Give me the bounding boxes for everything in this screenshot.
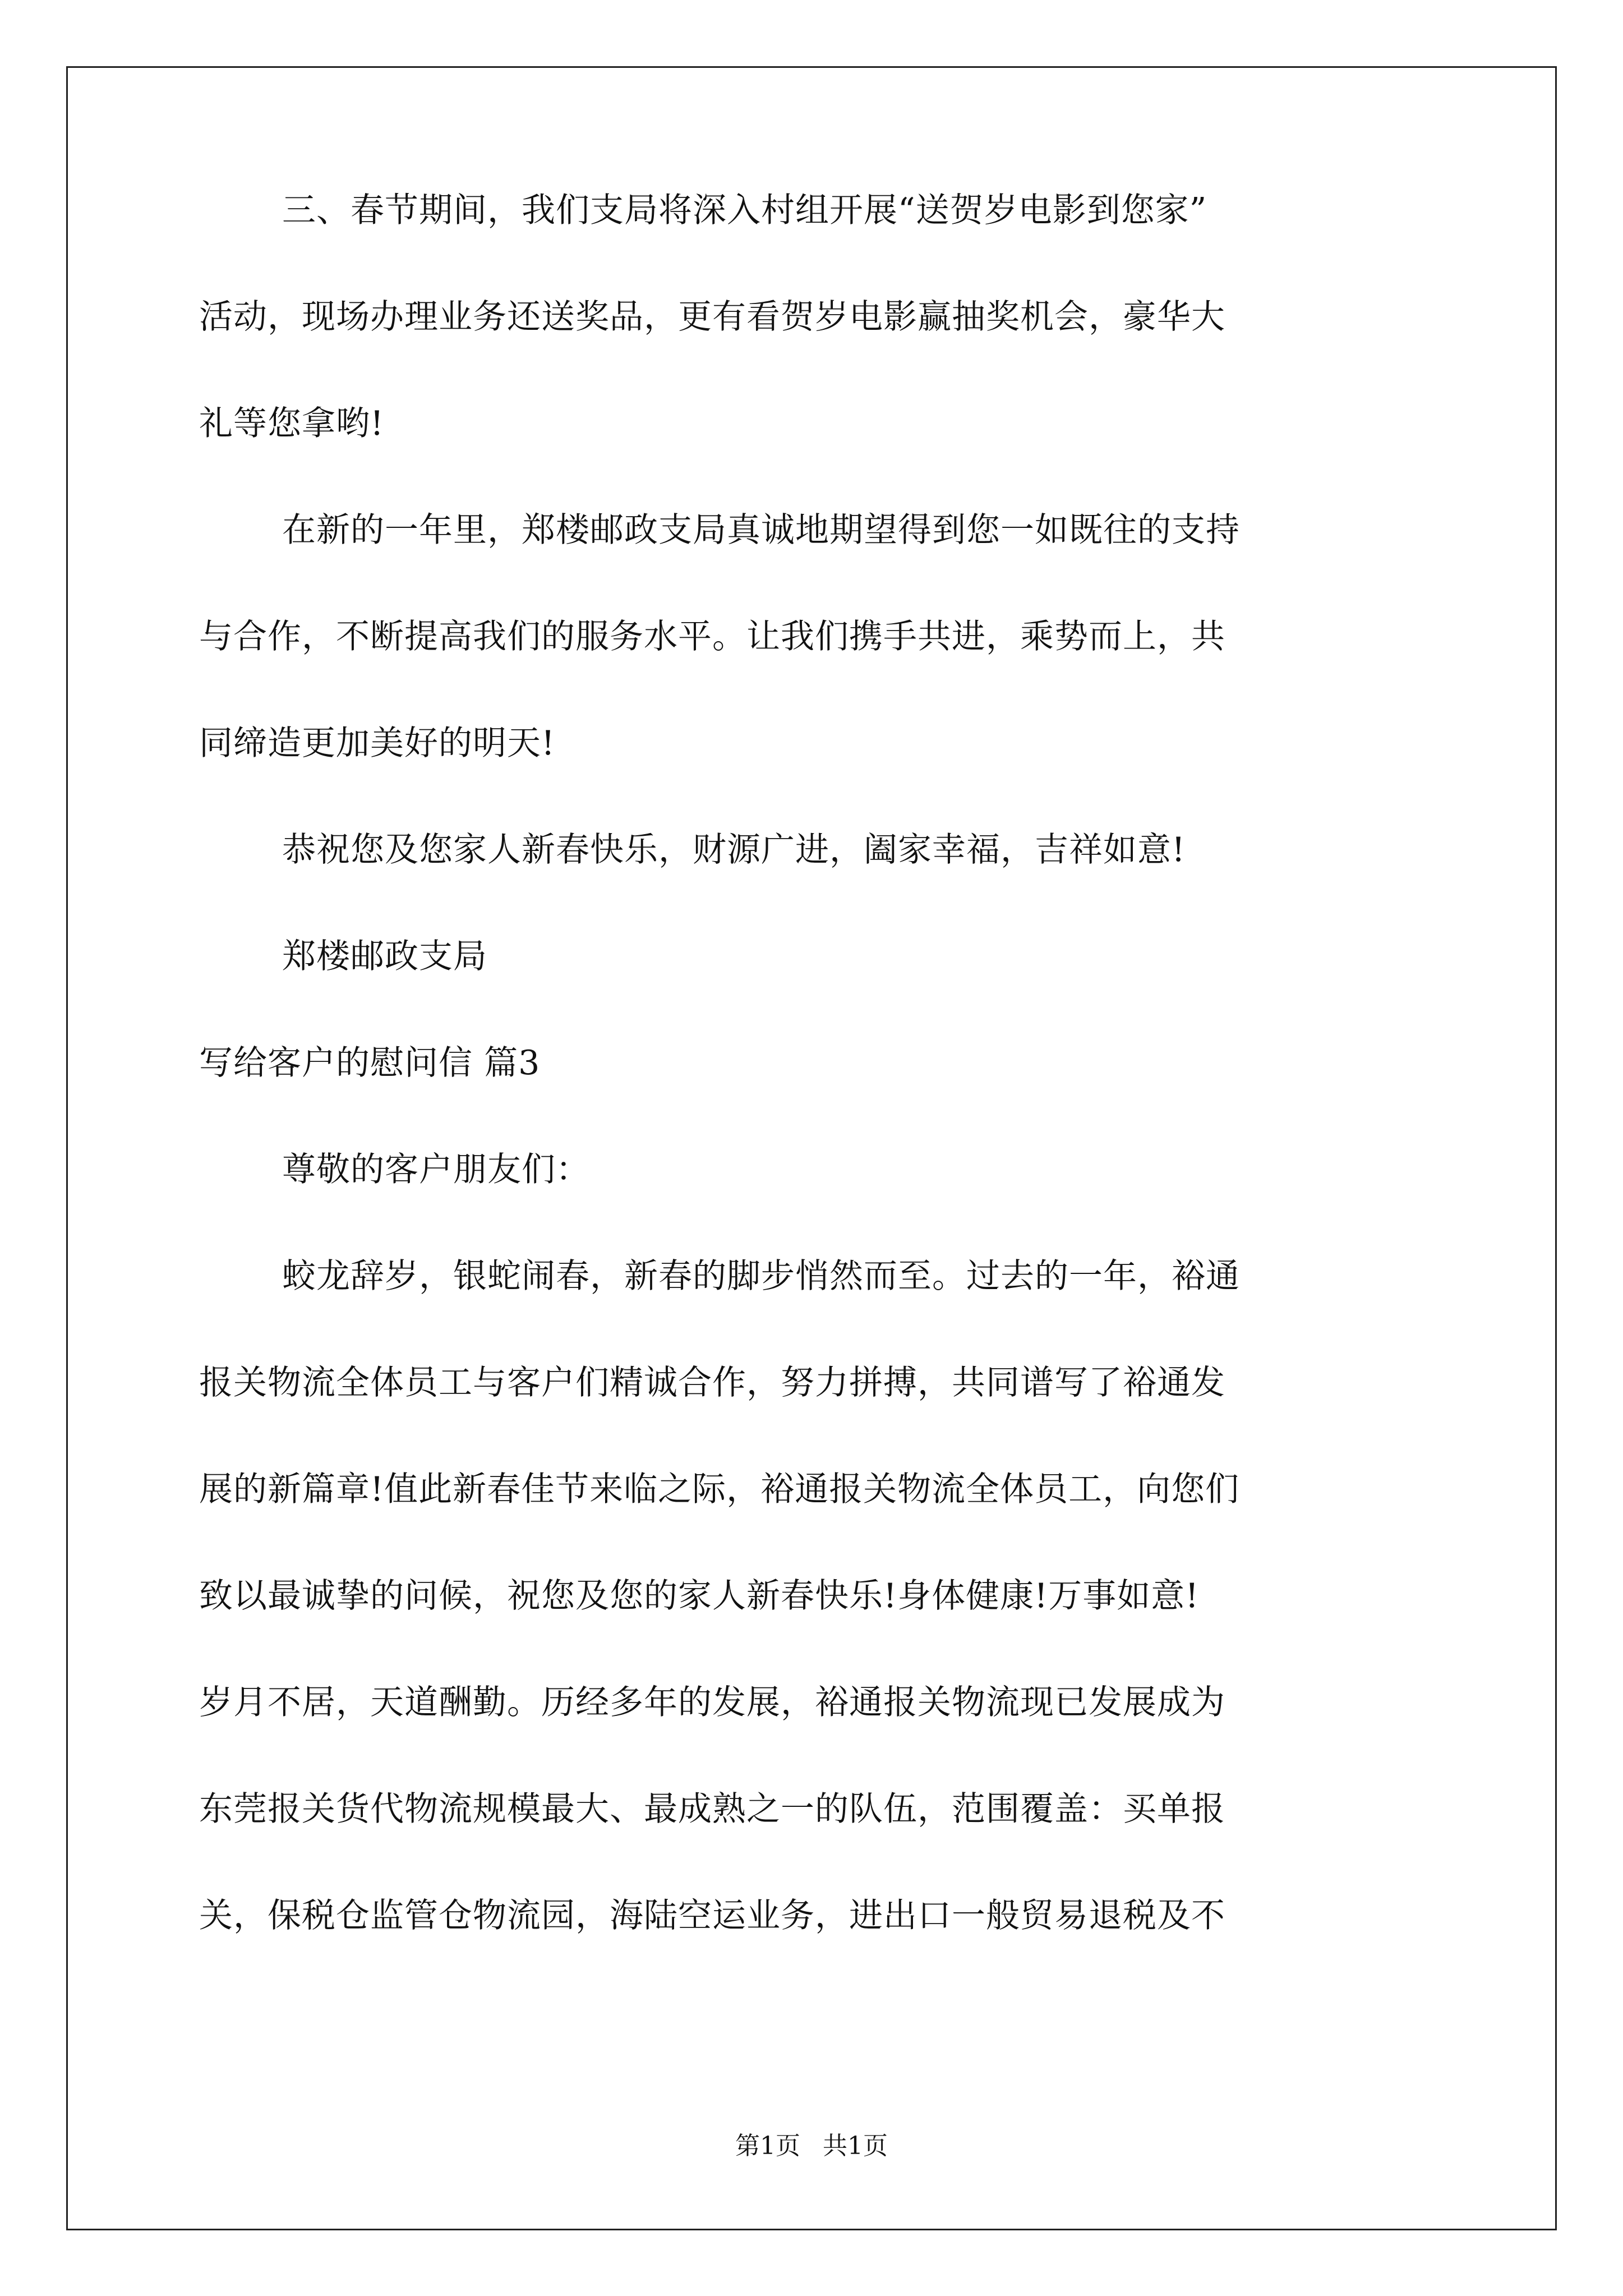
body-line-1: 三、春节期间，我们支局将深入村组开展“送贺岁电影到您家”: [282, 191, 1207, 230]
page-number-total: 共1页: [823, 2132, 888, 2160]
body-line-6: 同缔造更加美好的明天!: [199, 724, 556, 763]
body-line-14: 致以最诚挚的问候，祝您及您的家人新春快乐!身体健康!万事如意!: [199, 1576, 1200, 1616]
body-line-15: 岁月不居，天道酬勤。历经多年的发展，裕通报关物流现已发展成为: [199, 1683, 1225, 1722]
body-line-3: 礼等您拿哟!: [199, 404, 385, 443]
body-line-16: 东莞报关货代物流规模最大、最成熟之一的队伍，范围覆盖：买单报: [199, 1789, 1225, 1829]
body-line-11: 蛟龙辞岁，银蛇闹春，新春的脚步悄然而至。过去的一年，裕通: [282, 1257, 1240, 1296]
page-number-current: 第1页: [735, 2132, 800, 2160]
body-line-13: 展的新篇章!值此新春佳节来临之际，裕通报关物流全体员工，向您们: [199, 1470, 1240, 1509]
section-title: 写给客户的慰问信 篇3: [199, 1043, 541, 1083]
body-line-4: 在新的一年里，郑楼邮政支局真诚地期望得到您一如既往的支持: [282, 510, 1240, 550]
document-body: [199, 191, 1433, 2005]
body-line-5: 与合作，不断提高我们的服务水平。让我们携手共进，乘势而上，共: [199, 617, 1225, 656]
page-footer: [0, 2134, 1623, 2159]
body-line-2: 活动，现场办理业务还送奖品，更有看贺岁电影赢抽奖机会，豪华大: [199, 297, 1225, 337]
body-line-12: 报关物流全体员工与客户们精诚合作，努力拼搏，共同谱写了裕通发: [199, 1363, 1225, 1402]
body-line-17: 关，保税仓监管仓物流园，海陆空运业务，进出口一般贸易退税及不: [199, 1896, 1225, 1935]
signature-line: 郑楼邮政支局: [282, 937, 487, 976]
body-line-7: 恭祝您及您家人新春快乐，财源广进，阖家幸福，吉祥如意!: [282, 830, 1186, 869]
salutation-line: 尊敬的客户朋友们：: [282, 1150, 590, 1189]
